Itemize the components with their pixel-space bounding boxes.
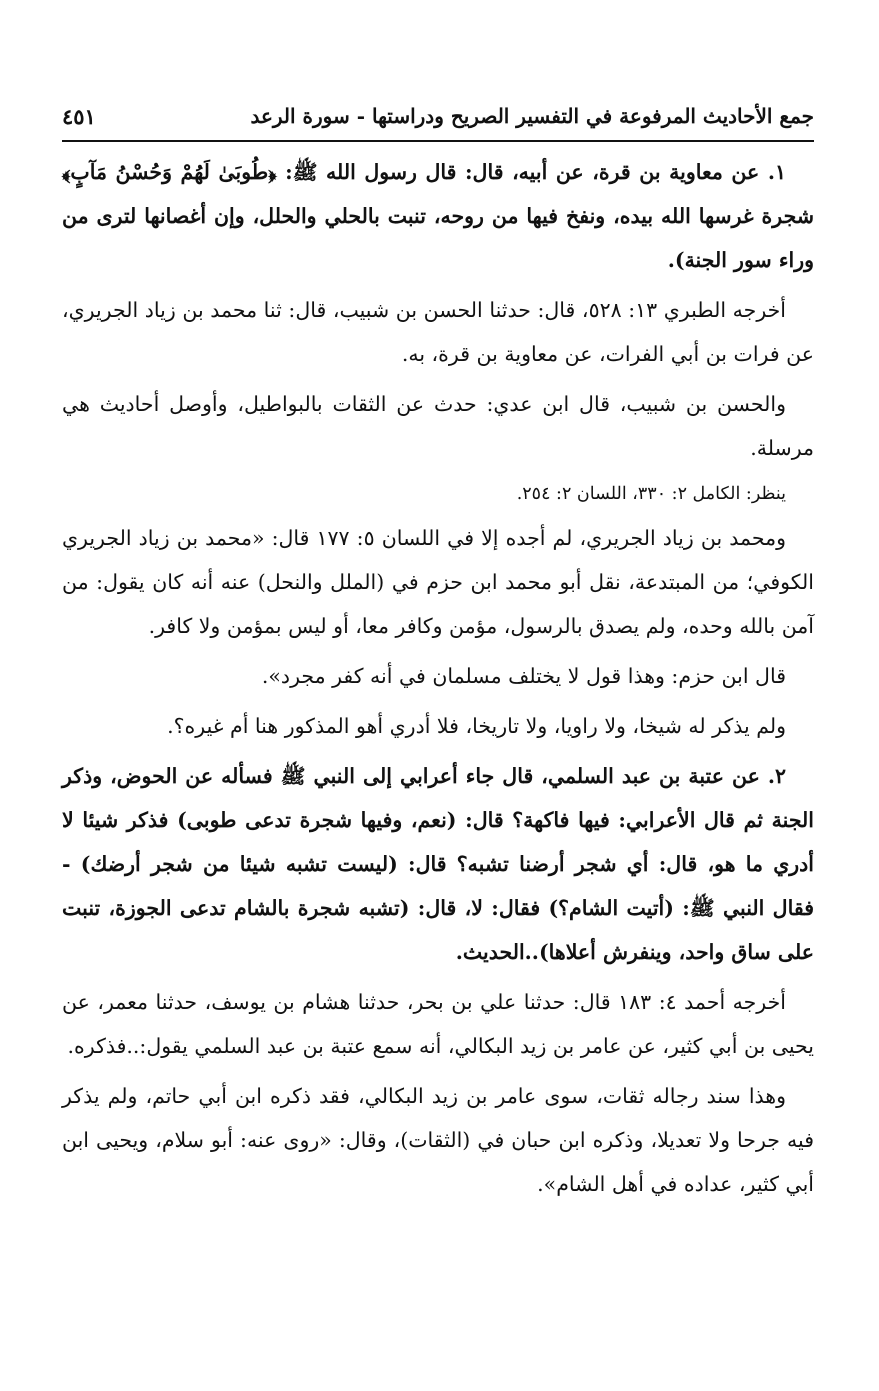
ibn-hazm-quote: قال ابن حزم: وهذا قول لا يختلف مسلمان في أنه كفر مجرد». — [261, 664, 786, 688]
hadith-1-takhrij: أخرجه الطبري ١٣: ٥٢٨، قال: حدثنا الحسن بن شبيب، قال: ثنا محمد بن زياد الجريري، عن فرات بن أبي الفرات، عن معاوية بن قرة، به. — [62, 298, 814, 366]
hadith-2-text: ٢. عن عتبة بن عبد السلمي، قال جاء أعرابي إلى النبي ﷺ فسأله عن الحوض، وذكر الجنة ثم قال الأعرابي: فيها فاكهة؟ قال: (نعم، وفيها شجرة تدعى طوبى) فذكر شيئا لا أدري ما هو، قال: أي شجر أرضنا تشبه؟ قال: (ليست تشبه شيئا من شجر أرضك) - فقال النبي ﷺ: (أتيت الشام؟) فقال: لا، قال: (تشبه شجرة بالشام تدعى الجوزة، تنبت على ساق واحد، وينفرش أعلاها)..الحديث. — [62, 764, 814, 964]
hadith-1-text: ١. عن معاوية بن قرة، عن أبيه، قال: قال رسول الله ﷺ: ﴿طُوبَىٰ لَهُمْ وَحُسْنُ مَآبٍ﴾ شجرة غرسها الله بيده، ونفخ فيها من روحه، تنبت بالحلي والحلل، وإن أغصانها لترى من وراء سور الجنة). — [62, 160, 814, 272]
reference-note: ينظر: الكامل ٢: ٣٣٠، اللسان ٢: ٢٥٤. — [516, 484, 786, 504]
running-title: جمع الأحاديث المرفوعة في التفسير الصريح ودراستها - سورة الرعد — [250, 104, 814, 128]
page-header — [62, 104, 814, 142]
narrator-hasan-note: والحسن بن شبيب، قال ابن عدي: حدث عن الثقات بالبواطيل، وأوصل أحاديث هي مرسلة. — [62, 392, 814, 460]
body-text — [62, 150, 814, 1212]
narrator-muhammad-note: ومحمد بن زياد الجريري، لم أجده إلا في اللسان ٥: ١٧٧ قال: «محمد بن زياد الجريري الكوفي؛ من المبتدعة، نقل أبو محمد ابن حزم في (الملل والنحل) عنه أنه كان يقول: من آمن بالله وحده، ولم يصدق بالرسول، مؤمن وكافر معا، أو ليس بمؤمن ولا كافر. — [62, 526, 814, 638]
author-remark: ولم يذكر له شيخا، ولا راويا، ولا تاريخا، فلا أدري أهو المذكور هنا أم غيره؟. — [167, 714, 786, 738]
isnad-assessment: وهذا سند رجاله ثقات، سوى عامر بن زيد البكالي، فقد ذكره ابن أبي حاتم، ولم يذكر فيه جرحا ولا تعديلا، وذكره ابن حبان في (الثقات)، وقال: «روى عنه: أبو سلام، ويحيى ابن أبي كثير، عداده في أهل الشام». — [62, 1084, 814, 1196]
page-number: ٤٥١ — [62, 104, 96, 129]
hadith-2-takhrij: أخرجه أحمد ٤: ١٨٣ قال: حدثنا علي بن بحر، حدثنا هشام بن يوسف، حدثنا معمر، عن يحيى بن أبي كثير، عن عامر بن زيد البكالي، أنه سمع عتبة بن عبد السلمي يقول:..فذكره. — [62, 990, 814, 1058]
